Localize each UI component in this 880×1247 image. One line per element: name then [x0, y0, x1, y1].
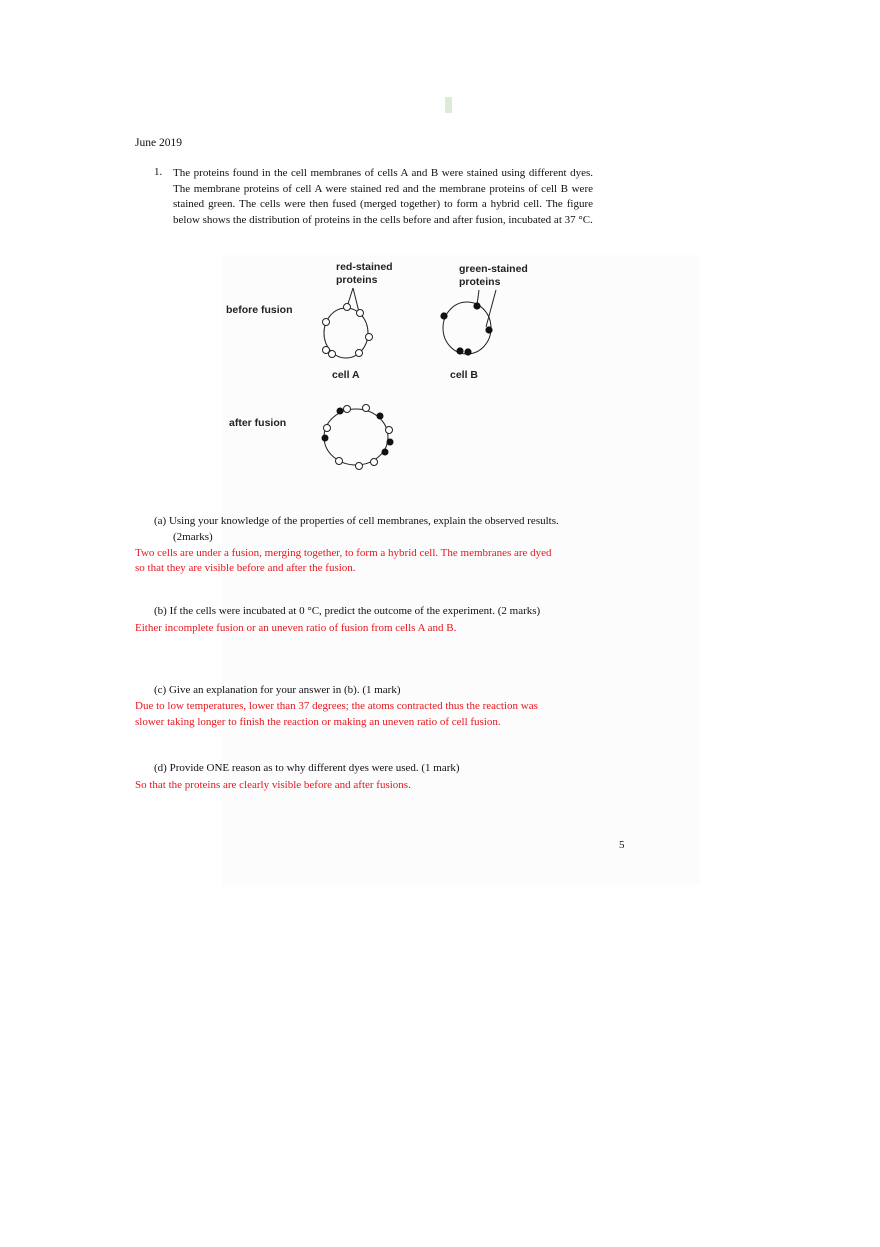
before-fusion-label: before fusion	[226, 304, 293, 316]
part-d-answer-line1: So that the proteins are clearly visible before and after fusions.	[135, 779, 411, 791]
part-c-answer-line1: Due to low temperatures, lower than 37 degrees; the atoms contracted thus the reaction was	[135, 700, 538, 712]
part-c-question: (c) Give an explanation for your answer in (b). (1 mark)	[154, 684, 401, 696]
green-stained-label-line2: proteins	[459, 276, 501, 288]
question-number: 1.	[154, 166, 163, 178]
green-stained-label-line1: green-stained	[459, 263, 528, 275]
scan-marker	[445, 97, 452, 113]
cell-a-label: cell A	[332, 369, 360, 381]
question-stem: The proteins found in the cell membranes of cells A and B were stained using different dyes. The membrane proteins of cell A were stained red and the membrane proteins of cell B were stained green. The cells were then fused (merged together) to form a hybrid cell. The figure below shows the distribution of proteins in the cells before and after fusion, incubated at 37 °C.	[173, 167, 593, 226]
part-b-question: (b) If the cells were incubated at 0 °C, predict the outcome of the experiment. (2 marks)	[154, 605, 541, 617]
part-b-answer-line1: Either incomplete fusion or an uneven ratio of fusion from cells A and B.	[135, 622, 457, 634]
cell-b-label: cell B	[450, 369, 479, 381]
red-stained-label-line1: red-stained	[336, 261, 393, 273]
part-a-marks: (2marks)	[173, 531, 213, 543]
part-a-answer-line2: so that they are visible before and after the fusion.	[135, 562, 356, 574]
hybrid-cell	[322, 405, 394, 470]
exam-date: June 2019	[135, 137, 182, 149]
part-a-answer-line1: Two cells are under a fusion, merging together, to form a hybrid cell. The membranes are dyed	[135, 547, 552, 559]
after-fusion-label: after fusion	[229, 417, 287, 429]
part-c-answer-line2: slower taking longer to finish the reaction or making an uneven ratio of cell fusion.	[135, 716, 501, 728]
part-d-question: (d) Provide ONE reason as to why different dyes were used. (1 mark)	[154, 762, 460, 774]
label-pointers	[347, 288, 496, 327]
cell-b	[440, 302, 492, 356]
red-stained-label-line2: proteins	[336, 274, 378, 286]
cell-fusion-figure	[222, 255, 552, 485]
part-a-question: (a) Using your knowledge of the properties of cell membranes, explain the observed results.	[154, 515, 559, 527]
page-number: 5	[619, 839, 625, 851]
cell-a	[323, 304, 373, 359]
